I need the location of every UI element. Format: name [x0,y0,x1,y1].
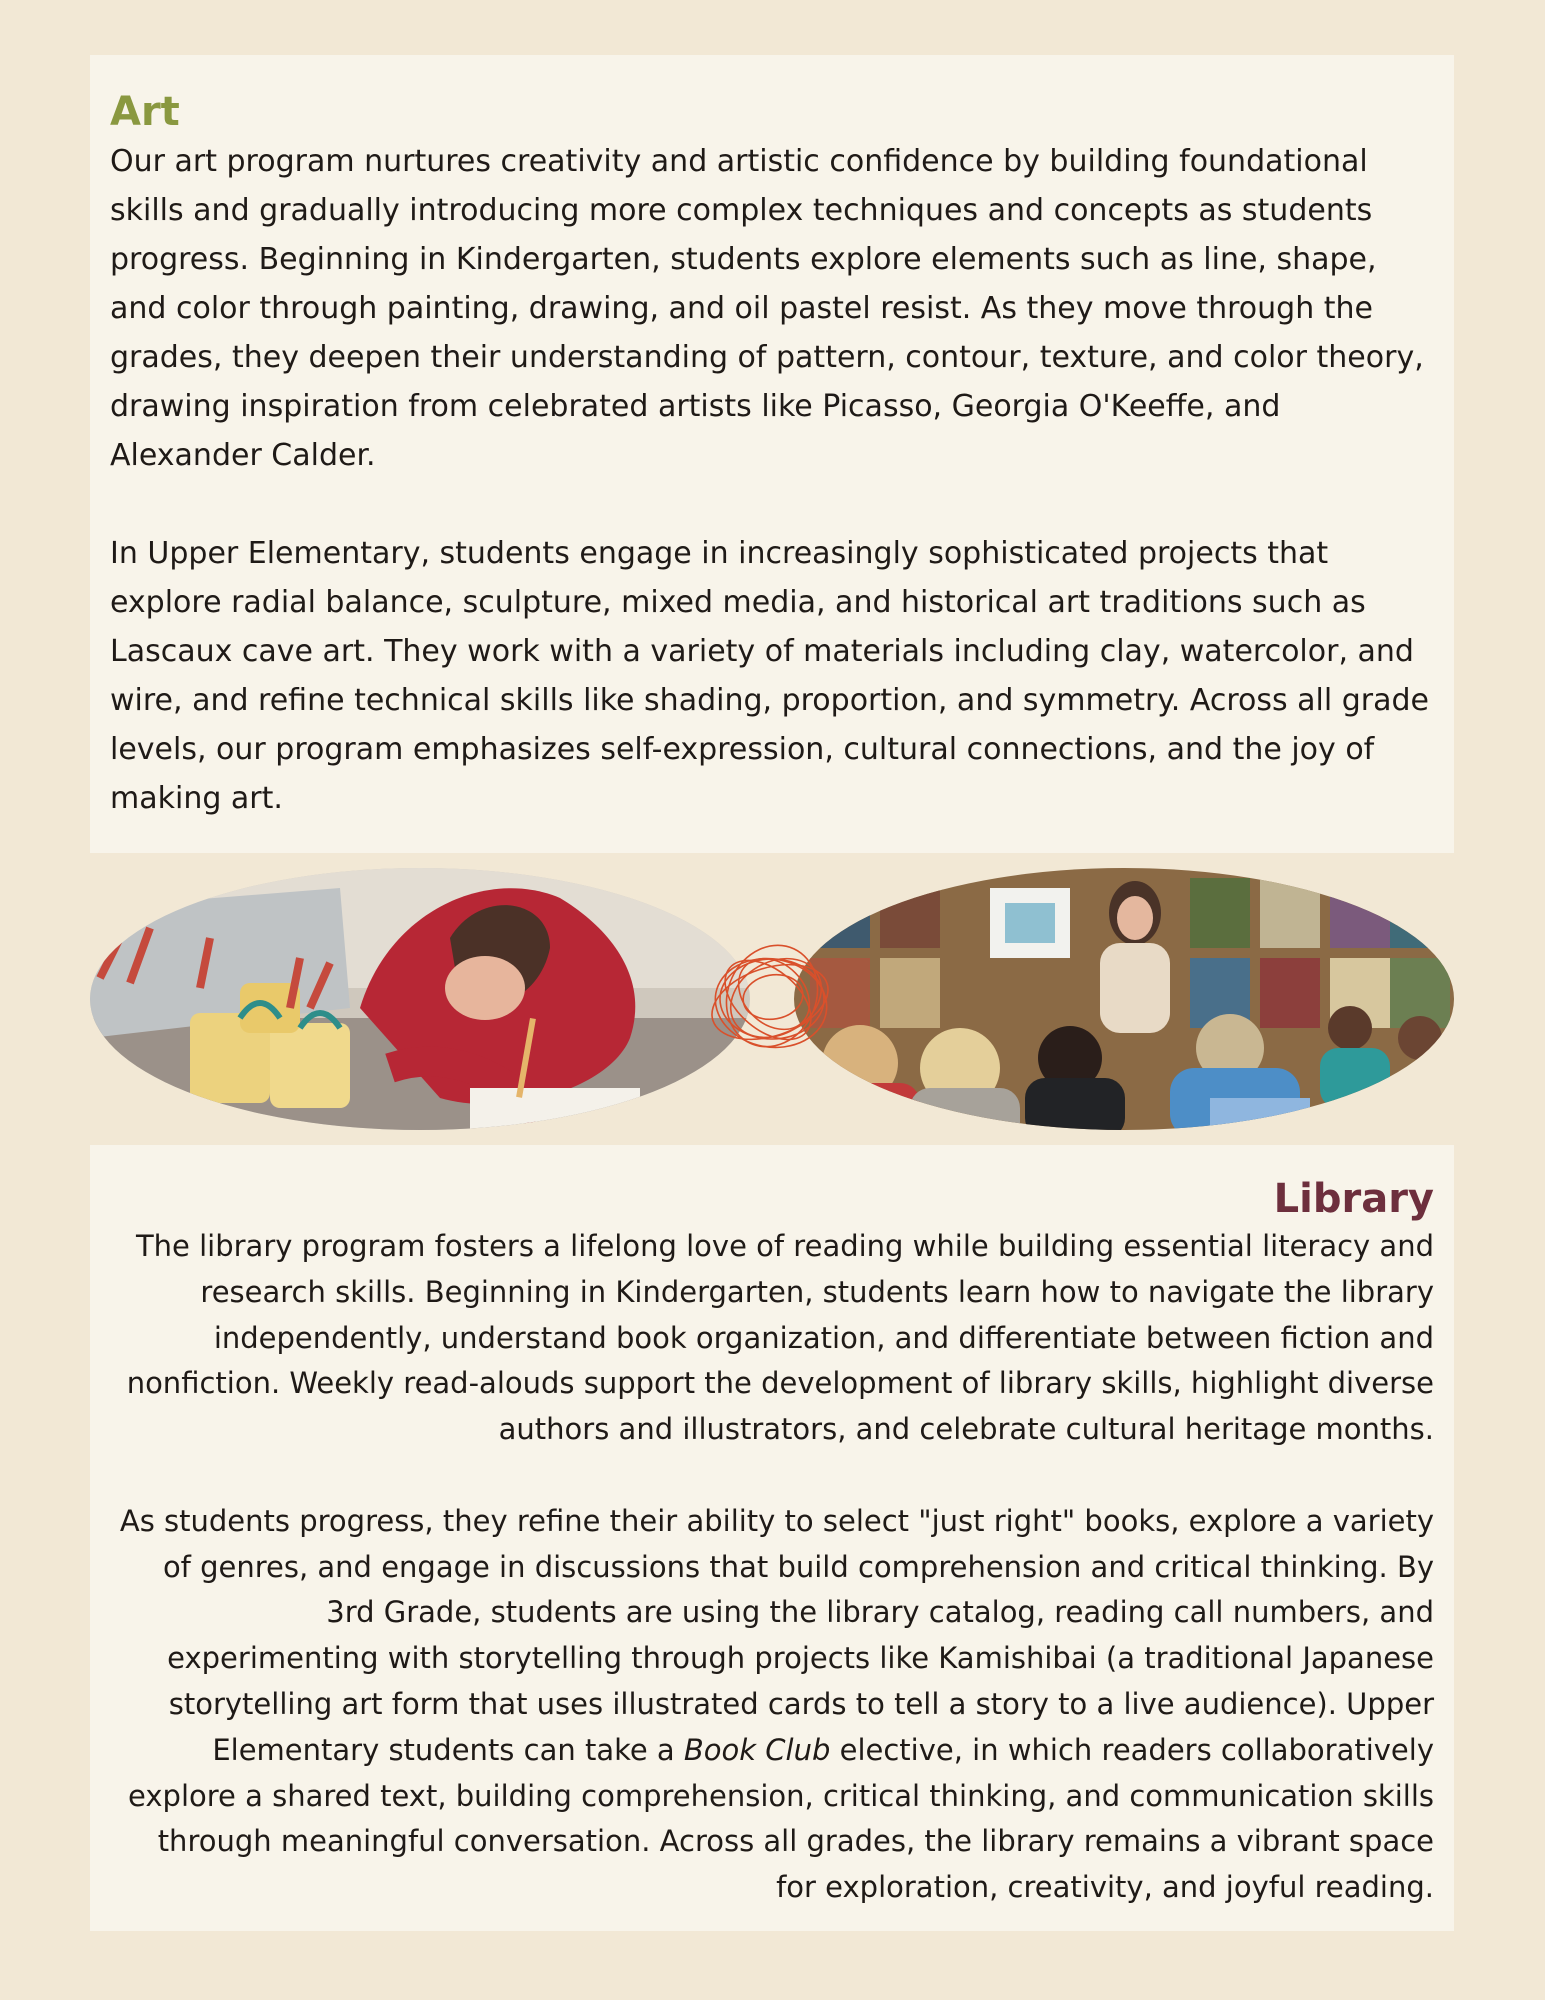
art-section [90,55,1454,853]
art-heading: Art [110,89,180,135]
photo-strip-graphic [90,868,1454,1130]
book-club-emphasis: Book Club [683,1732,831,1767]
paragraph-spacer [110,1453,1434,1499]
library-paragraph-2-part-1: As students progress, they refine their ability to select "just right" books, explore a variety of genres, and engage in discussions that build comprehension and critical thinking. By 3rd Grade, students are using the library catalog, reading call numbers, and experimenting with storytelling through projects like Kamishibai (a traditional Japanese storytelling art form that uses illustrated cards to tell a story to a live audience). Upper Elementary students can take a [119,1503,1434,1767]
library-paragraph-2-part-2: elective, in which readers collaboratively explore a shared text, building comprehension, critical thinking, and communication skills through meaningful conversation. Across all grades, the library remains a vibrant space for exploration, creativity, and joyful reading. [128,1732,1434,1905]
library-heading: Library [1273,1176,1434,1222]
art-paragraph-1: Our art program nurtures creativity and artistic confidence by building foundational skills and gradually introducing more complex techniques and concepts as students progress. Beginning in Kindergarten, students explore elements such as line, shape, and color through painting, drawing, and oil pastel resist. As they move through the grades, they deepen their understanding of pattern, contour, texture, and color theory, drawing inspiration from celebrated artists like Picasso, Georgia O'Keeffe, and Alexander Calder. [110,144,1424,473]
student-drawing-photo-icon [90,868,750,1130]
library-paragraph-2 [110,1499,1434,1911]
paragraph-spacer [110,480,1434,529]
art-paragraph-2: In Upper Elementary, students engage in increasingly sophisticated projects that explore radial balance, sculpture, mixed media, and historical art traditions such as Lascaux cave art. They work with a variety of materials including clay, watercolor, and wire, and refine technical skills like shading, proportion, and symmetry. Across all grade levels, our program emphasizes self-expression, cultural connections, and the joy of making art. [110,536,1430,816]
library-read-aloud-photo-icon [794,868,1454,1130]
library-section [90,1145,1454,1931]
photo-strip [90,868,1454,1130]
library-paragraph-1: The library program fosters a lifelong love of reading while building essential literacy and research skills. Beginning in Kindergarten, students learn how to navigate the library independently, understand book organization, and differentiate between fiction and nonfiction. Weekly read-alouds support the development of library skills, highlight diverse authors and illustrators, and celebrate cultural heritage months. [126,1229,1434,1447]
